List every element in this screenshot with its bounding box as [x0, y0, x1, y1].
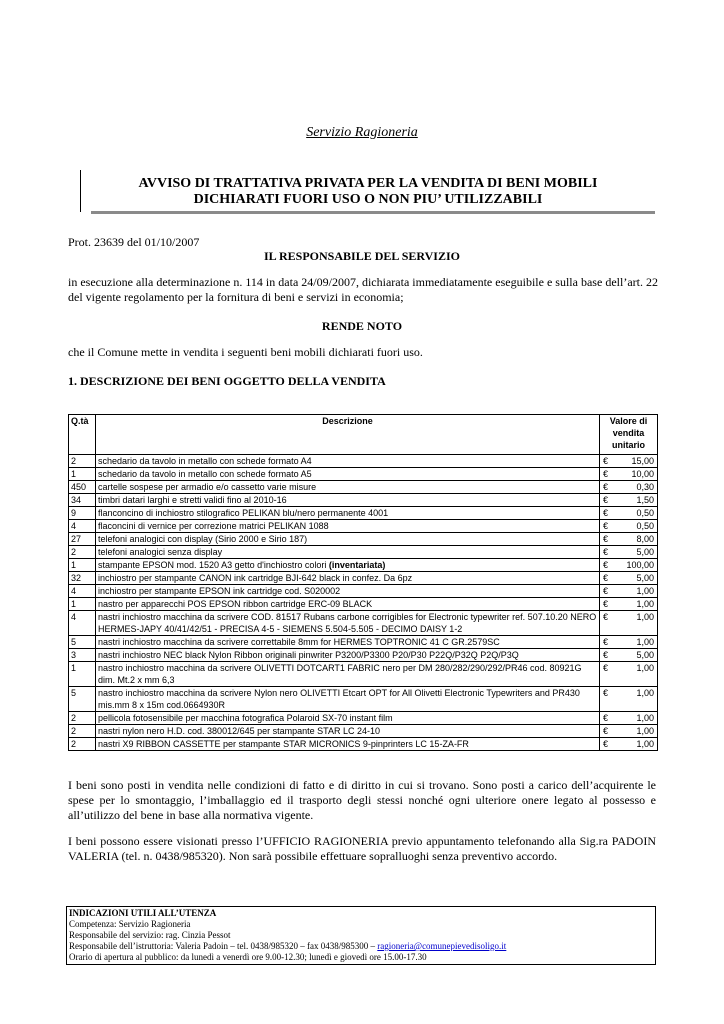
header-value-line-1: Valore di [609, 416, 648, 426]
info-orario: Orario di apertura al pubblico: da lunedì a venerdì ore 9.00-12.30; lunedì e giovedì ore 15.00-17.30 [69, 952, 427, 962]
row-description-text: telefoni analogici con display (Sirio 2000 e Sirio 187) [98, 534, 308, 544]
row-qty: 4 [69, 611, 96, 636]
row-description [96, 494, 600, 507]
intro-paragraph: che il Comune mette in vendita i seguenti beni mobili dichiarati fuori uso. [68, 345, 423, 359]
section-title: 1. DESCRIZIONE DEI BENI OGGETTO DELLA VENDITA [68, 374, 386, 388]
header-unit-value [600, 415, 658, 455]
row-qty: 450 [69, 481, 96, 494]
title-box-shadow [91, 211, 655, 214]
row-currency: € [600, 585, 620, 598]
row-value: 0,50 [620, 507, 658, 520]
row-currency: € [600, 455, 620, 468]
row-description [96, 481, 600, 494]
row-value: 0,50 [620, 520, 658, 533]
row-qty: 2 [69, 455, 96, 468]
row-value: 5,00 [620, 649, 658, 662]
row-qty: 9 [69, 507, 96, 520]
info-contacts: Responsabile dell’istruttoria: Valeria Padoin – tel. 0438/985320 – fax 0438/985300 – [69, 941, 378, 951]
table-row [69, 559, 658, 572]
header-value-line-2: vendita [612, 428, 645, 438]
info-title: INDICAZIONI UTILI ALL’UTENZA [69, 908, 217, 918]
row-description [96, 662, 600, 687]
service-name: Servizio Ragioneria [306, 125, 418, 140]
row-currency: € [600, 533, 620, 546]
row-description-text: flanconcino di inchiostro stilografico PELIKAN blu/nero permanente 4001 [98, 508, 389, 518]
row-description-text: timbri datari larghi e stretti validi fino al 2010-16 [98, 495, 287, 505]
row-value: 1,00 [620, 662, 658, 687]
row-qty: 2 [69, 712, 96, 725]
table-row [69, 712, 658, 725]
table-row [69, 649, 658, 662]
title-line-2: DICHIARATI FUORI USO O NON PIU’ UTILIZZABILI [193, 192, 543, 207]
table-row [69, 598, 658, 611]
info-competenza: Competenza: Servizio Ragioneria [69, 919, 191, 929]
row-description [96, 636, 600, 649]
row-description-text: inchiostro per stampante CANON ink cartridge BJI-642 black in confez. Da 6pz [98, 573, 413, 583]
row-description [96, 585, 600, 598]
row-currency: € [600, 712, 620, 725]
row-value: 1,00 [620, 738, 658, 751]
row-description-text: nastro per apparecchi POS EPSON ribbon cartridge ERC-09 BLACK [98, 599, 373, 609]
row-currency: € [600, 738, 620, 751]
row-description [96, 649, 600, 662]
table-body [69, 455, 658, 751]
rende-noto-heading: RENDE NOTO [321, 319, 403, 333]
row-value: 1,00 [620, 611, 658, 636]
title-line-1: AVVISO DI TRATTATIVA PRIVATA PER LA VENDITA DI BENI MOBILI [138, 176, 598, 191]
table-row [69, 585, 658, 598]
row-description [96, 687, 600, 712]
row-qty: 4 [69, 585, 96, 598]
row-description-text: schedario da tavolo in metallo con schede formato A5 [98, 469, 312, 479]
row-description [96, 725, 600, 738]
row-currency: € [600, 481, 620, 494]
responsible-heading: IL RESPONSABILE DEL SERVIZIO [264, 249, 460, 263]
row-description-text: nastri inchiostro macchina da scrivere correttabile 8mm for HERMES TOPTRONIC 41 C GR.2579SC [98, 637, 500, 647]
row-qty: 32 [69, 572, 96, 585]
row-value: 0,30 [620, 481, 658, 494]
row-description-text: nastri inchiostro macchina da scrivere COD. 81517 Rubans carbone corrigibles for Electronic typewriter ref. 507.10.20 NERO HERMES-JAPY 40/41/42/51 - PRECISA 4-5 - SIEMENS 5.504-5.505 - DECIMO DAISY 1-2 [98, 612, 597, 634]
row-description-text: pellicola fotosensibile per macchina fotografica Polaroid SX-70 instant film [98, 713, 393, 723]
row-description-text: telefoni analogici senza display [98, 547, 223, 557]
conditions-paragraph: I beni sono posti in vendita nelle condizioni di fatto e di diritto in cui si trovano. Sono posti a carico dell’acquirente le spese per lo smontaggio, l’imballaggio ed il trasporto degli stessi nonché ogni ulteriore onere legato al possesso e all’utilizzo del bene in base alla normativa vigente. [68, 778, 656, 822]
table-row [69, 572, 658, 585]
header-description: Descrizione [96, 415, 600, 455]
table-row [69, 481, 658, 494]
info-responsabile-istruttoria [69, 941, 653, 952]
row-qty: 27 [69, 533, 96, 546]
row-currency: € [600, 687, 620, 712]
row-description [96, 468, 600, 481]
row-value: 5,00 [620, 572, 658, 585]
row-description-text: cartelle sospese per armadio e/o cassetto varie misure [98, 482, 317, 492]
row-description [96, 598, 600, 611]
row-currency: € [600, 636, 620, 649]
row-value: 15,00 [620, 455, 658, 468]
row-currency: € [600, 559, 620, 572]
table-row [69, 507, 658, 520]
row-description-text: inchiostro per stampante EPSON ink cartridge cod. S020002 [98, 586, 341, 596]
row-qty: 5 [69, 636, 96, 649]
row-description-text: schedario da tavolo in metallo con schede formato A4 [98, 456, 312, 466]
row-description-text: nastro inchiostro macchina da scrivere OLIVETTI DOTCART1 FABRIC nero per DM 280/282/290/292/PR46 cod. 80921G dim. Mt.2 x mm 6,3 [98, 663, 582, 685]
row-currency: € [600, 611, 620, 636]
row-qty: 4 [69, 520, 96, 533]
row-description [96, 455, 600, 468]
table-row [69, 636, 658, 649]
table-row [69, 611, 658, 636]
row-currency: € [600, 572, 620, 585]
row-currency: € [600, 662, 620, 687]
table-row [69, 533, 658, 546]
row-qty: 1 [69, 559, 96, 572]
row-currency: € [600, 546, 620, 559]
table-row [69, 546, 658, 559]
goods-table [68, 414, 658, 751]
row-qty: 2 [69, 725, 96, 738]
row-value: 1,00 [620, 725, 658, 738]
row-description [96, 559, 600, 572]
row-value: 1,00 [620, 712, 658, 725]
table-row [69, 725, 658, 738]
row-value: 10,00 [620, 468, 658, 481]
row-description-text: nastro inchiostro macchina da scrivere Nylon nero OLIVETTI Etcart OPT for All Olivetti Electronic Typewriters and PR430 mis.mm 8 x 15m cod.0664930R [98, 688, 580, 710]
row-qty: 5 [69, 687, 96, 712]
row-value: 8,00 [620, 533, 658, 546]
row-description-text: nastri X9 RIBBON CASSETTE per stampante STAR MICRONICS 9-pinprinters LC 15-ZA-FR [98, 739, 469, 749]
row-value: 1,00 [620, 636, 658, 649]
table-row [69, 455, 658, 468]
row-currency: € [600, 520, 620, 533]
row-qty: 1 [69, 662, 96, 687]
row-currency: € [600, 494, 620, 507]
table-row [69, 494, 658, 507]
row-currency: € [600, 468, 620, 481]
row-value: 1,00 [620, 585, 658, 598]
info-responsabile-servizio: Responsabile del servizio: rag. Cinzia Pessot [69, 930, 231, 940]
row-currency: € [600, 598, 620, 611]
row-qty: 34 [69, 494, 96, 507]
row-description [96, 533, 600, 546]
row-description [96, 712, 600, 725]
row-qty: 1 [69, 598, 96, 611]
row-description-text: flaconcini di vernice per correzione matrici PELIKAN 1088 [98, 521, 329, 531]
execution-paragraph: in esecuzione alla determinazione n. 114 in data 24/09/2007, dichiarata immediatamente eseguibile e sulla base dell’art. 22 del vigente regolamento per la fornitura di beni e servizi in economia; [68, 275, 658, 304]
row-currency: € [600, 649, 620, 662]
row-description-text: nastri inchiostro NEC black Nylon Ribbon originali pinwriter P3200/P3300 P20/P30 P22Q/P32Q P2Q/P3Q [98, 650, 519, 660]
row-value: 5,00 [620, 546, 658, 559]
table-row [69, 662, 658, 687]
row-value: 1,00 [620, 598, 658, 611]
protocol-number: Prot. 23639 del 01/10/2007 [68, 235, 200, 249]
viewing-paragraph: I beni possono essere visionati presso l’UFFICIO RAGIONERIA previo appuntamento telefonando alla Sig.ra PADOIN VALERIA (tel. n. 0438/985320). Non sarà possibile effettuare sopralluoghi senza preventivo accordo. [68, 834, 656, 863]
table-row [69, 738, 658, 751]
row-description-text: stampante EPSON mod. 1520 A3 getto d'inchiostro colori [98, 560, 329, 570]
row-qty: 2 [69, 546, 96, 559]
row-description [96, 520, 600, 533]
title-box [80, 170, 655, 212]
row-currency: € [600, 725, 620, 738]
info-box [66, 906, 656, 965]
row-description-bold: (inventariata) [328, 560, 386, 570]
row-description [96, 611, 600, 636]
header-value-line-3: unitario [612, 440, 645, 450]
row-currency: € [600, 507, 620, 520]
table-row [69, 468, 658, 481]
row-description [96, 546, 600, 559]
row-qty: 1 [69, 468, 96, 481]
table-row [69, 687, 658, 712]
row-value: 100,00 [620, 559, 658, 572]
table-row [69, 520, 658, 533]
header-qty: Q.tà [69, 415, 96, 455]
row-qty: 2 [69, 738, 96, 751]
row-value: 1,50 [620, 494, 658, 507]
row-description-text: nastri nylon nero H.D. cod. 380012/645 per stampante STAR LC 24-10 [98, 726, 380, 736]
email-link[interactable]: ragioneria@comunepievedisoligo.it [377, 941, 507, 951]
row-qty: 3 [69, 649, 96, 662]
document-title [81, 176, 655, 208]
row-description [96, 507, 600, 520]
row-value: 1,00 [620, 687, 658, 712]
row-description [96, 572, 600, 585]
row-description [96, 738, 600, 751]
table-header-row [69, 415, 658, 455]
